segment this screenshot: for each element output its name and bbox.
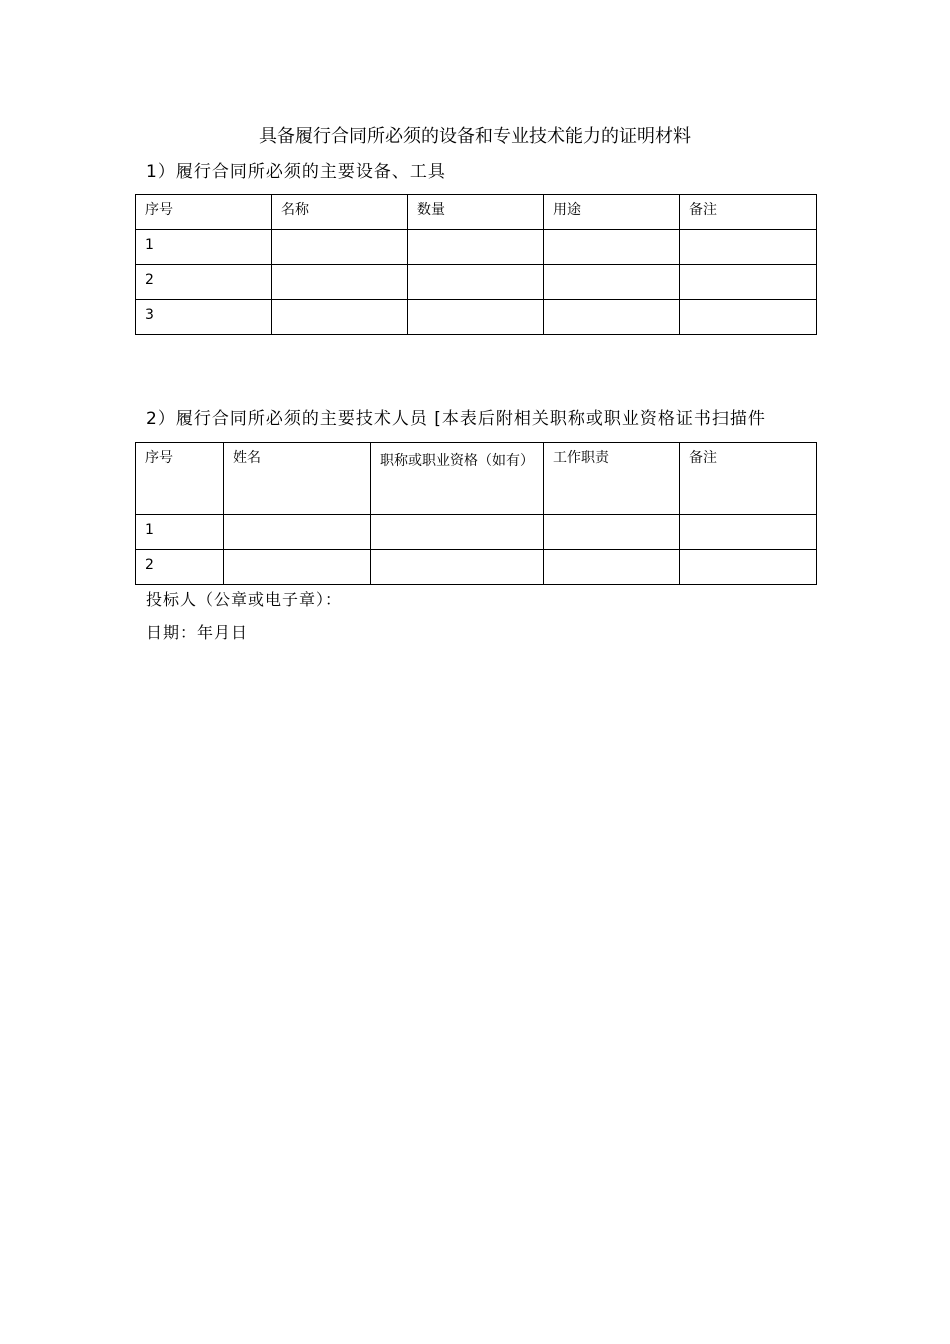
table-cell[interactable] <box>680 550 817 585</box>
table-cell[interactable] <box>371 550 544 585</box>
header-cell-name: 姓名 <box>224 443 371 515</box>
header-cell-index: 序号 <box>136 195 272 230</box>
table-header-row <box>136 195 817 230</box>
table-cell[interactable] <box>272 265 408 300</box>
personnel-table <box>135 442 817 585</box>
table-cell[interactable] <box>544 265 680 300</box>
table-cell[interactable]: 1 <box>136 515 224 550</box>
table-cell[interactable] <box>272 300 408 335</box>
header-cell-duty: 工作职责 <box>544 443 680 515</box>
table-cell[interactable] <box>544 300 680 335</box>
bidder-seal-label: 投标人（公章或电子章）： <box>146 590 343 609</box>
table-row <box>136 550 817 585</box>
table-cell[interactable] <box>371 515 544 550</box>
table-cell[interactable] <box>408 300 544 335</box>
table-cell[interactable] <box>680 300 817 335</box>
table-cell[interactable] <box>544 550 680 585</box>
table-cell[interactable] <box>680 265 817 300</box>
header-cell-remark: 备注 <box>680 195 817 230</box>
date-label: 日期：年月日 <box>146 623 249 642</box>
table-cell[interactable] <box>224 515 371 550</box>
table-cell[interactable] <box>408 230 544 265</box>
table-cell[interactable] <box>544 515 680 550</box>
table-row <box>136 515 817 550</box>
table-cell[interactable] <box>680 230 817 265</box>
table-cell[interactable] <box>408 265 544 300</box>
table-cell[interactable] <box>680 515 817 550</box>
header-cell-quantity: 数量 <box>408 195 544 230</box>
header-cell-name: 名称 <box>272 195 408 230</box>
equipment-section-heading: 1）履行合同所必须的主要设备、工具 <box>146 162 446 182</box>
document-title: 具备履行合同所必须的设备和专业技术能力的证明材料 <box>259 126 691 147</box>
header-cell-purpose: 用途 <box>544 195 680 230</box>
table-cell[interactable]: 1 <box>136 230 272 265</box>
equipment-table <box>135 194 817 335</box>
table-cell[interactable] <box>272 230 408 265</box>
header-cell-qualification: 职称或职业资格（如有） <box>371 443 544 515</box>
header-cell-remark: 备注 <box>680 443 817 515</box>
table-cell[interactable]: 3 <box>136 300 272 335</box>
table-header-row <box>136 443 817 515</box>
personnel-section-heading: 2）履行合同所必须的主要技术人员 [本表后附相关职称或职业资格证书扫描件 <box>146 409 766 429</box>
table-cell[interactable] <box>544 230 680 265</box>
table-cell[interactable]: 2 <box>136 550 224 585</box>
header-cell-index: 序号 <box>136 443 224 515</box>
table-row <box>136 300 817 335</box>
table-cell[interactable]: 2 <box>136 265 272 300</box>
table-row <box>136 230 817 265</box>
table-row <box>136 265 817 300</box>
table-cell[interactable] <box>224 550 371 585</box>
